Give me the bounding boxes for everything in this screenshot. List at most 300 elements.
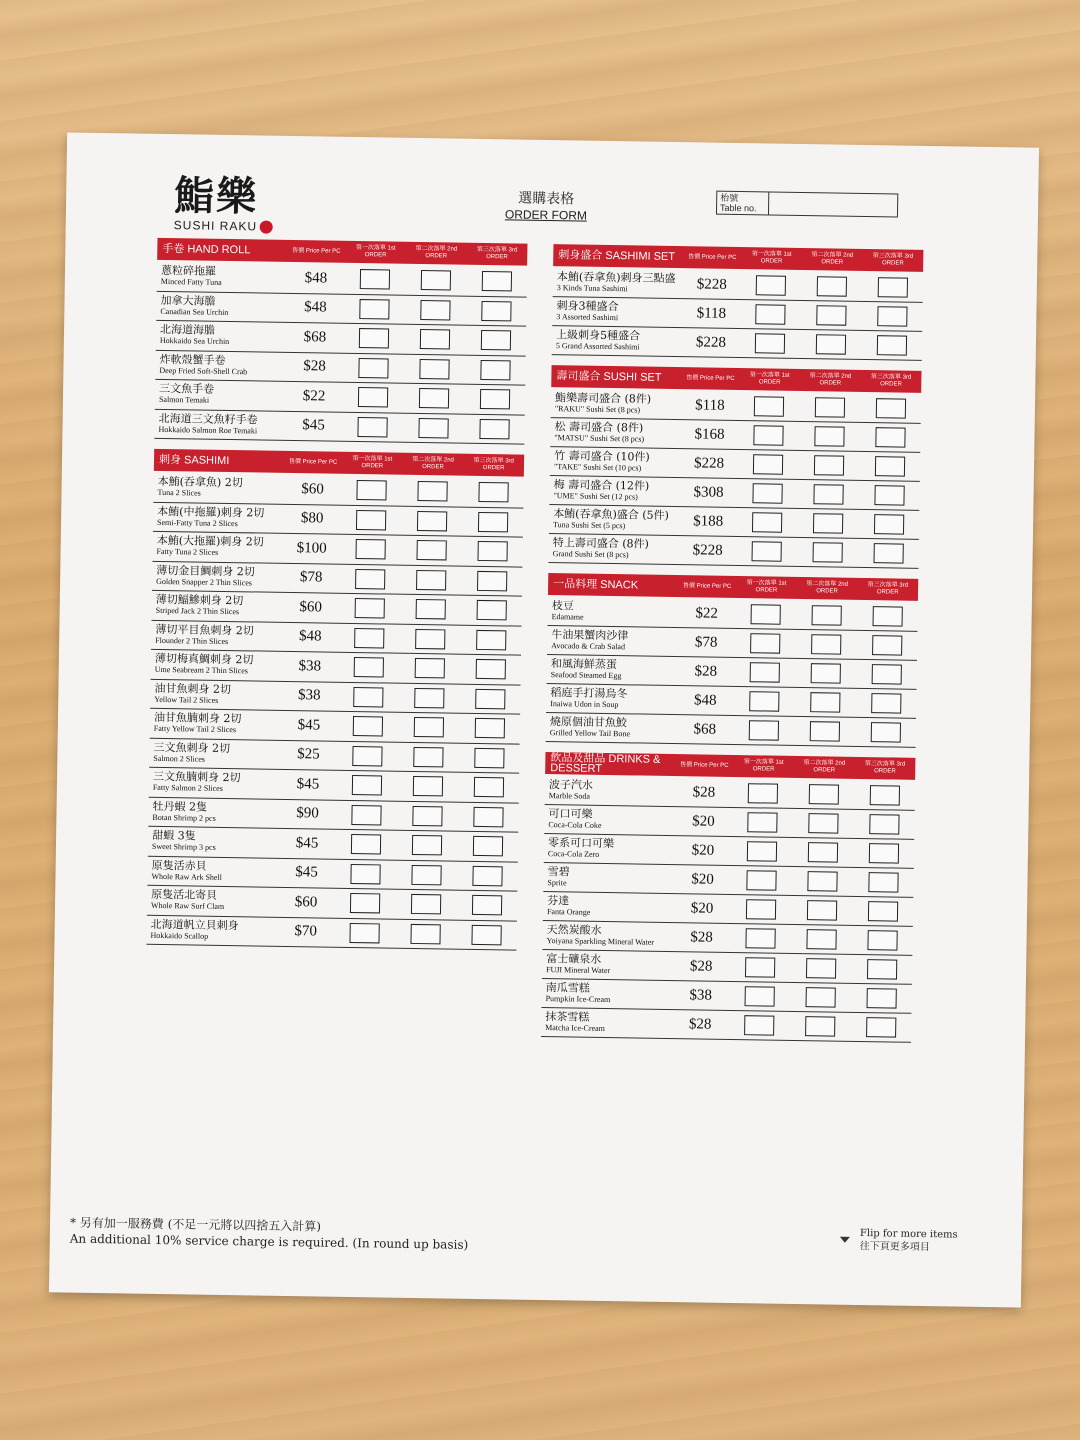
order-1-quantity-box[interactable] [356,539,386,559]
item-name-zh: 雪碧 [547,865,570,879]
section-title: 壽司盛合 SUSHI SET [556,370,662,384]
item-name-zh: 薄切梅真鯛刺身 2切 [154,652,254,667]
order-checkboxes [336,805,518,828]
order-1-quantity-box[interactable] [753,454,783,474]
order-2-quantity-box[interactable] [812,605,842,625]
order1-column-header: 第一次落單 1st ORDER [751,251,792,265]
item-name-zh: 芬達 [547,894,570,908]
item-name-zh: 北海道帆立貝刺身 [150,917,239,932]
order-3-quantity-box[interactable] [870,722,900,742]
order-1-quantity-box[interactable] [748,812,778,832]
order1-column-header: 第一次落單 1st ORDER [743,759,784,773]
item-name-en: FUJI Mineral Water [546,965,611,976]
item-name-zh: 牛油果蟹肉沙律 [551,628,629,643]
order-3-quantity-box[interactable] [868,872,898,892]
order-checkboxes [736,604,918,627]
order-checkboxes [734,691,916,714]
item-name-en: Whole Raw Surf Clam [150,901,225,912]
order-3-quantity-box[interactable] [876,335,906,355]
flip-hint [840,1227,958,1255]
order-2-quantity-box[interactable] [414,688,444,708]
order-1-quantity-box[interactable] [351,864,381,884]
menu-item-name [549,479,679,503]
item-name-en: "TAKE" Sushi Set (10 pcs) [553,462,642,473]
order-3-quantity-box[interactable] [476,630,506,650]
order-3-quantity-box[interactable] [869,785,899,805]
menu-item-name [552,329,682,353]
order-3-quantity-box[interactable] [471,925,501,945]
menu-item-name [156,295,286,319]
order-2-quantity-box[interactable] [808,842,838,862]
table-number-value[interactable] [769,192,897,216]
item-name-en: Marble Soda [548,791,590,801]
menu-item-name [543,895,673,919]
item-name-zh: 可口可樂 [548,807,593,821]
item-price: $118 [695,396,725,414]
item-name-zh: 抹茶雪糕 [545,1010,590,1024]
order-3-quantity-box[interactable] [871,664,901,684]
item-price: $20 [692,812,715,830]
order-3-quantity-box[interactable] [478,512,508,532]
table-number-field[interactable] [716,191,898,218]
menu-item-name [551,392,681,416]
order-1-quantity-box[interactable] [353,716,383,736]
order-2-quantity-box[interactable] [416,599,446,619]
item-price: $168 [694,425,725,443]
item-price: $228 [692,541,723,559]
order-2-quantity-box[interactable] [806,987,836,1007]
item-price: $48 [304,299,327,316]
order-2-quantity-box[interactable] [809,784,839,804]
item-price: $20 [691,841,715,859]
order-1-quantity-box[interactable] [358,417,388,437]
item-name-en: Yoiyana Sparkling Mineral Water [546,936,655,947]
item-name-en: Fatty Tuna 2 Slices [156,547,219,558]
order-3-quantity-box[interactable] [866,1017,896,1037]
item-name-en: Coca-Cola Coke [548,820,602,830]
order-checkboxes [730,957,912,980]
order-1-quantity-box[interactable] [753,483,783,503]
order-checkboxes [341,539,523,562]
order-2-quantity-box[interactable] [412,806,442,826]
item-price: $48 [693,691,717,709]
order-2-quantity-box[interactable] [816,334,846,354]
item-price: $60 [299,598,323,616]
item-price: $20 [690,899,714,917]
item-price: $228 [695,333,727,351]
order3-column-header: 第三次落單 3rd ORDER [872,253,914,267]
item-price: $68 [693,720,717,738]
order-3-quantity-box[interactable] [873,543,903,563]
item-name-en: Canadian Sea Urchin [160,306,229,317]
order-3-quantity-box[interactable] [477,571,507,591]
order-1-quantity-box[interactable] [750,662,780,682]
menu-item-name [545,779,675,803]
order2-column-header: 第二次落單 2nd ORDER [811,252,854,266]
item-name-en: Seafood Steamed Egg [550,670,622,681]
order-1-quantity-box[interactable] [747,870,777,890]
order-2-quantity-box[interactable] [411,865,441,885]
order3-column-header: 第三次落單 3rd ORDER [864,761,906,775]
item-price: $228 [693,454,725,472]
order-3-quantity-box[interactable] [874,514,904,534]
order-3-quantity-box[interactable] [867,930,897,950]
table-number-label-en: Table no. [719,202,757,214]
order-3-quantity-box[interactable] [872,635,902,655]
order3-column-header: 第三次落單 3rd ORDER [473,457,514,472]
order-form-sheet [49,132,1039,1307]
item-name-zh: 鮨樂壽司盛合 (8件) [554,391,652,406]
item-price: $28 [690,928,713,946]
order-1-quantity-box[interactable] [754,396,784,416]
order-3-quantity-box[interactable] [480,389,510,409]
order3-column-header: 第三次落單 3rd ORDER [870,374,912,388]
order-checkboxes [336,834,518,857]
menu-item-name [542,953,672,977]
order-1-quantity-box[interactable] [756,304,786,324]
order-3-quantity-box[interactable] [474,718,504,738]
item-name-en: Salmon 2 Slices [153,753,205,764]
order-1-quantity-box[interactable] [744,1015,774,1035]
order-2-quantity-box[interactable] [419,388,449,408]
item-price: $90 [296,805,319,822]
footnote-zh: * 另有加一服務費 (不足一元將以四捨五入計算) [69,1215,322,1234]
order-2-quantity-box[interactable] [817,276,847,296]
order-3-quantity-box[interactable] [480,330,510,350]
order-checkboxes [337,746,519,769]
item-name-en: Avocado & Crab Salad [551,641,626,652]
item-name-en: Yellow Tail 2 Slices [154,694,219,705]
menu-item-name [548,600,678,624]
order-1-quantity-box[interactable] [351,834,381,854]
order-checkboxes [731,870,913,893]
item-name-en: Fanta Orange [546,907,591,917]
order-3-quantity-box[interactable] [480,360,510,380]
order1-column-header: 第一次落單 1st ORDER [746,580,787,594]
order-2-quantity-box[interactable] [811,634,841,654]
item-price: $60 [301,480,324,498]
order-3-quantity-box[interactable] [875,456,905,476]
menu-item-name [544,808,674,832]
order-2-quantity-box[interactable] [805,1016,835,1036]
order2-column-header: 第二次落單 2nd ORDER [412,456,454,471]
menu-item-name [152,565,282,589]
order-checkboxes [344,328,526,351]
order-1-quantity-box[interactable] [359,358,389,378]
menu-item-name [553,271,683,295]
order-2-quantity-box[interactable] [807,900,837,920]
order-2-quantity-box[interactable] [416,570,446,590]
order-checkboxes [735,662,917,685]
order-checkboxes [337,775,519,798]
order-3-quantity-box[interactable] [475,689,505,709]
item-name-zh: 原隻活北寄貝 [151,888,218,903]
order-1-quantity-box[interactable] [358,387,388,407]
menu-item-name [153,476,283,500]
order-1-quantity-box[interactable] [755,333,785,353]
order-checkboxes [342,417,524,440]
order-3-quantity-box[interactable] [481,271,511,291]
order-1-quantity-box[interactable] [353,746,383,766]
order-2-quantity-box[interactable] [813,484,843,504]
order-2-quantity-box[interactable] [806,929,836,949]
order-3-quantity-box[interactable] [476,600,506,620]
order-2-quantity-box[interactable] [411,894,441,914]
order-1-quantity-box[interactable] [360,269,390,289]
menu-item-name [550,421,680,445]
order-2-quantity-box[interactable] [413,776,443,796]
order-2-quantity-box[interactable] [813,513,843,533]
order-1-quantity-box[interactable] [354,628,384,648]
order-1-quantity-box[interactable] [354,687,384,707]
order-3-quantity-box[interactable] [474,748,504,768]
order-1-quantity-box[interactable] [750,633,780,653]
item-name-zh: 特上壽司盛合 (8件) [552,536,649,551]
order-checkboxes [738,454,920,477]
item-name-en: Grand Sushi Set (8 pcs) [552,549,629,560]
item-name-zh: 竹 壽司盛合 (10件) [554,449,650,464]
item-name-zh: 松 壽司盛合 (8件) [554,420,644,435]
order-3-quantity-box[interactable] [868,843,898,863]
order-3-quantity-box[interactable] [875,427,905,447]
item-name-en: Flounder 2 Thin Slices [155,635,229,646]
section-header [545,752,915,780]
order-1-quantity-box[interactable] [359,328,389,348]
item-name-zh: 天然炭酸水 [546,923,602,937]
item-name-zh: 三文魚手卷 [159,382,215,397]
item-name-zh: 燒原個油甘魚鮫 [549,715,628,730]
order-3-quantity-box[interactable] [473,807,503,827]
item-price: $45 [296,775,320,793]
order-1-quantity-box[interactable] [360,299,390,319]
order-2-quantity-box[interactable] [810,721,840,741]
order-checkboxes [340,569,522,592]
order2-column-header: 第二次落單 2nd ORDER [806,581,849,595]
order-1-quantity-box[interactable] [354,657,384,677]
order-checkboxes [343,387,525,410]
order-1-quantity-box[interactable] [352,805,382,825]
order-1-quantity-box[interactable] [754,425,784,445]
item-name-zh: 北海道海膽 [159,323,216,338]
item-name-en: Hokkaido Sea Urchin [159,336,230,347]
order-2-quantity-box[interactable] [415,629,445,649]
order-2-quantity-box[interactable] [421,270,451,290]
order-2-quantity-box[interactable] [815,397,845,417]
order-3-quantity-box[interactable] [871,693,901,713]
order-3-quantity-box[interactable] [481,301,511,321]
item-name-zh: 刺身3種盛合 [556,299,619,314]
order-2-quantity-box[interactable] [416,540,446,560]
order-3-quantity-box[interactable] [473,777,503,797]
order-1-quantity-box[interactable] [749,720,779,740]
order-1-quantity-box[interactable] [745,986,775,1006]
item-name-zh: 波子汽水 [548,778,594,792]
menu-item-name [542,982,672,1006]
menu-item-name [149,742,279,766]
section-title: 刺身 SASHIMI [158,453,230,468]
item-name-en: Whole Raw Ark Shell [151,871,222,882]
order-2-quantity-box[interactable] [414,717,444,737]
order-checkboxes [341,480,523,503]
order-3-quantity-box[interactable] [472,836,502,856]
right-column [541,244,924,1053]
order-3-quantity-box[interactable] [866,988,896,1008]
order-2-quantity-box[interactable] [419,359,449,379]
item-name-en: Ume Seabream 2 Thin Slices [154,665,248,676]
item-name-en: Minced Fatty Tuna [160,277,222,288]
order-3-quantity-box[interactable] [877,277,907,297]
order-1-quantity-box[interactable] [752,541,782,561]
flip-en: Flip for more items [859,1228,958,1241]
order-2-quantity-box[interactable] [812,542,842,562]
order-2-quantity-box[interactable] [810,692,840,712]
item-price: $100 [296,539,327,557]
order-3-quantity-box[interactable] [472,866,502,886]
menu-item-name [148,801,278,825]
menu-item-name [552,300,682,324]
menu-item-name [149,771,279,795]
order-1-quantity-box[interactable] [747,841,777,861]
order-2-quantity-box[interactable] [420,300,450,320]
order-checkboxes [341,510,523,533]
order-checkboxes [733,783,915,806]
item-price: $45 [302,417,325,434]
order-3-quantity-box[interactable] [867,959,897,979]
item-name-zh: 甜蝦 3隻 [152,829,196,843]
order-2-quantity-box[interactable] [415,658,445,678]
order2-column-header: 第二次落單 2nd ORDER [809,373,852,387]
order-checkboxes [335,893,517,916]
order-3-quantity-box[interactable] [868,901,898,921]
order-3-quantity-box[interactable] [872,606,902,626]
order-3-quantity-box[interactable] [875,398,905,418]
left-column [146,238,527,961]
item-price: $48 [298,628,322,645]
order-checkboxes [730,986,912,1009]
order-3-quantity-box[interactable] [479,419,509,439]
item-price: $78 [694,633,718,651]
item-name-en: Matcha Ice-Cream [545,1023,605,1033]
order-2-quantity-box[interactable] [413,747,443,767]
order-2-quantity-box[interactable] [806,958,836,978]
item-name-en: Golden Snapper 2 Thin Slices [156,576,253,588]
price-column-header: 售價 Price Per PC [288,458,338,466]
section-title: 一品料理 SNACK [553,578,639,592]
order-1-quantity-box[interactable] [745,957,775,977]
menu-item-name [151,653,281,677]
item-name-en: Semi-Fatty Tuna 2 Slices [156,517,238,528]
item-name-zh: 薄切平目魚刺身 2切 [155,622,254,638]
item-name-zh: 和風海鮮蒸蛋 [550,657,617,672]
order-2-quantity-box[interactable] [814,455,844,475]
order-2-quantity-box[interactable] [420,329,450,349]
item-price: $38 [297,687,321,704]
order-2-quantity-box[interactable] [412,835,442,855]
order3-column-header: 第三次落單 3rd ORDER [867,582,909,596]
menu-item-name [542,924,672,948]
order-1-quantity-box[interactable] [352,775,382,795]
order-checkboxes [741,275,923,298]
service-charge-note [70,1215,469,1253]
menu-item-name [541,1011,671,1035]
order-1-quantity-box[interactable] [356,510,386,530]
order-2-quantity-box[interactable] [418,418,448,438]
order-checkboxes [740,333,922,356]
item-price: $48 [304,269,328,287]
order-2-quantity-box[interactable] [811,663,841,683]
order-3-quantity-box[interactable] [475,659,505,679]
item-price: $60 [294,893,318,911]
order-3-quantity-box[interactable] [869,814,899,834]
item-price: $78 [299,569,323,586]
order-checkboxes [740,304,922,327]
order-checkboxes [334,922,516,945]
menu-item-name [153,506,283,530]
order-2-quantity-box[interactable] [417,481,447,501]
order-3-quantity-box[interactable] [472,895,502,915]
item-name-zh: 枝豆 [551,599,574,613]
order-1-quantity-box[interactable] [749,691,779,711]
order-1-quantity-box[interactable] [748,783,778,803]
item-price: $70 [294,923,318,940]
order-1-quantity-box[interactable] [357,480,387,500]
order-1-quantity-box[interactable] [752,512,782,532]
order1-column-header: 第一次落單 1st ORDER [352,455,393,470]
order-2-quantity-box[interactable] [816,305,846,325]
order-checkboxes [732,841,914,864]
order-1-quantity-box[interactable] [751,604,781,624]
order-1-quantity-box[interactable] [350,893,380,913]
order-3-quantity-box[interactable] [874,485,904,505]
section-header [157,238,527,266]
order-1-quantity-box[interactable] [355,569,385,589]
menu-item-name [155,354,285,378]
order-2-quantity-box[interactable] [417,511,447,531]
item-name-zh: 本鮪(大拖羅)刺身 2切 [156,534,264,549]
order-1-quantity-box[interactable] [756,275,786,295]
menu-item-name [150,712,280,736]
order-2-quantity-box[interactable] [814,426,844,446]
item-name-zh: 本鮪(中拖羅)刺身 2切 [157,504,265,520]
item-name-zh: 本鮪(吞拿魚)刺身三點盛 [556,270,676,286]
item-price: $28 [689,957,713,975]
order-3-quantity-box[interactable] [477,541,507,561]
order-checkboxes [339,628,521,651]
menu-item-name [148,830,278,854]
item-name-zh: 油甘魚腩刺身 2切 [153,711,242,726]
item-name-zh: 梅 壽司盛合 (12件) [553,478,650,493]
item-name-en: Grilled Yellow Tail Bone [549,728,631,739]
table-number-label-zh: 枱號 [720,192,739,203]
order-checkboxes [739,396,921,419]
menu-item-name [152,594,282,618]
item-price: $308 [693,483,724,501]
order-2-quantity-box[interactable] [807,871,837,891]
order-2-quantity-box[interactable] [410,924,440,944]
section-header [548,573,918,601]
order-3-quantity-box[interactable] [478,482,508,502]
section-title: 刺身盛合 SASHIMI SET [558,249,676,264]
item-name-en: Fatty Salmon 2 Slices [152,783,223,794]
order-1-quantity-box[interactable] [746,928,776,948]
order-1-quantity-box[interactable] [746,899,776,919]
order-1-quantity-box[interactable] [355,598,385,618]
item-price: $28 [688,1015,712,1033]
order-1-quantity-box[interactable] [350,923,380,943]
order-3-quantity-box[interactable] [877,306,907,326]
order-checkboxes [737,541,919,564]
order-2-quantity-box[interactable] [808,813,838,833]
